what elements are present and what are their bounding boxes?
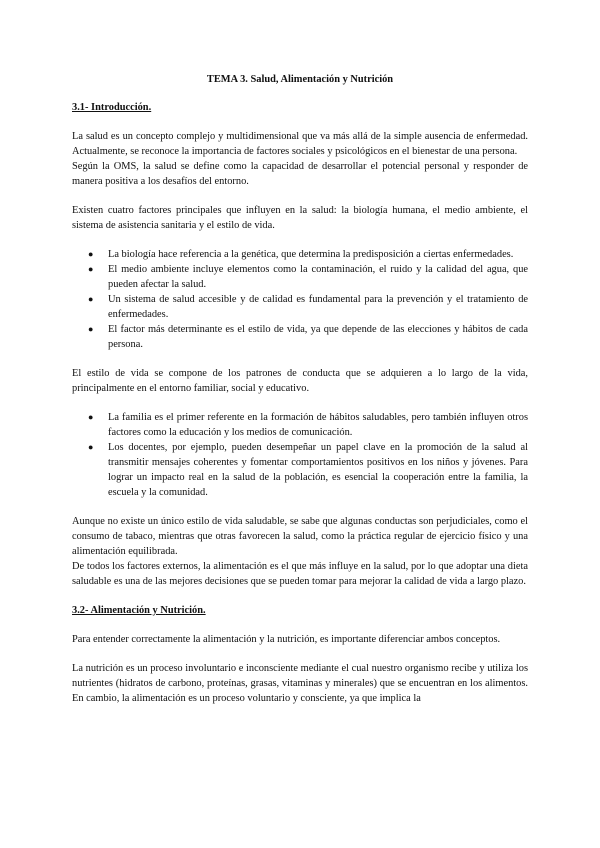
paragraph: Aunque no existe un único estilo de vida saludable, se sabe que algunas conductas son perjudiciales, como el consumo de tabaco, mientras que otras favorecen la salud, como la práctica regular de ejercicio físico y una alimentación equilibrada. [72,516,528,557]
bullet-icon: ● [88,442,94,452]
list-item: ● Los docentes, por ejemplo, pueden desempeñar un papel clave en la promoción de la salud al transmitir mensajes coherentes y fomentar comportamientos positivos en los niños y jóvenes. Para lograr un impacto real en la salud de la población, es esencial la cooperación entre la familia, la escuela y la comunidad. [88,442,528,498]
document-title: TEMA 3. Salud, Alimentación y Nutrición [206,74,394,85]
paragraph: El estilo de vida se compone de los patrones de conducta que se adquieren a lo largo de la vida, principalmente en el entorno familiar, social y educativo. [72,368,528,394]
paragraph: La nutrición es un proceso involuntario e inconsciente mediante el cual nuestro organismo recibe y utiliza los nutrientes (hidratos de carbono, proteínas, grasas, vitaminas y minerales) que se encuentran en los alimentos. En cambio, la alimentación es un proceso voluntario y consciente, ya que implica la [72,663,528,704]
paragraph: Existen cuatro factores principales que influyen en la salud: la biología humana, el medio ambiente, el sistema de asistencia sanitaria y el estilo de vida. [72,205,528,231]
paragraph: Según la OMS, la salud se define como la capacidad de desarrollar el potencial personal y responder de manera positiva a los desafíos del entorno. [72,161,528,187]
list-item: ● El medio ambiente incluye elementos como la contaminación, el ruido y la calidad del agua, que pueden afectar la salud. [88,264,528,290]
list-item: ● Un sistema de salud accesible y de calidad es fundamental para la prevención y el tratamiento de enfermedades. [88,294,528,320]
list-item: ● La biología hace referencia a la genética, que determina la predisposición a ciertas enfermedades. [88,249,514,260]
bullet-icon: ● [88,324,94,334]
paragraph: La salud es un concepto complejo y multidimensional que va más allá de la simple ausencia de enfermedad. Actualmente, se reconoce la importancia de factores sociales y psicológicos en el bienestar de una persona. [72,131,528,157]
paragraph: Para entender correctamente la alimentación y la nutrición, es importante diferenciar ambos conceptos. [72,634,501,645]
list-item: ● El factor más determinante es el estilo de vida, ya que depende de las elecciones y hábitos de cada persona. [88,324,528,350]
bullet-icon: ● [88,264,94,274]
document-body [72,72,528,706]
bullet-list-estilo-vida [72,410,528,500]
bullet-icon: ● [88,249,94,259]
paragraph: De todos los factores externos, la alimentación es el que más influye en la salud, por lo que adoptar una dieta saludable es una de las mejores decisiones que se pueden tomar para mejorar la calidad de vida a largo plazo. [72,561,528,587]
section-heading-introduccion: 3.1- Introducción. [72,102,152,113]
list-item: ● La familia es el primer referente en la formación de hábitos saludables, pero también influyen otros factores como la educación y los medios de comunicación. [88,412,528,438]
section-heading-alimentacion-nutricion: 3.2- Alimentación y Nutrición. [72,605,206,616]
bullet-list-factores [72,247,528,352]
bullet-icon: ● [88,294,94,304]
bullet-icon: ● [88,412,94,422]
